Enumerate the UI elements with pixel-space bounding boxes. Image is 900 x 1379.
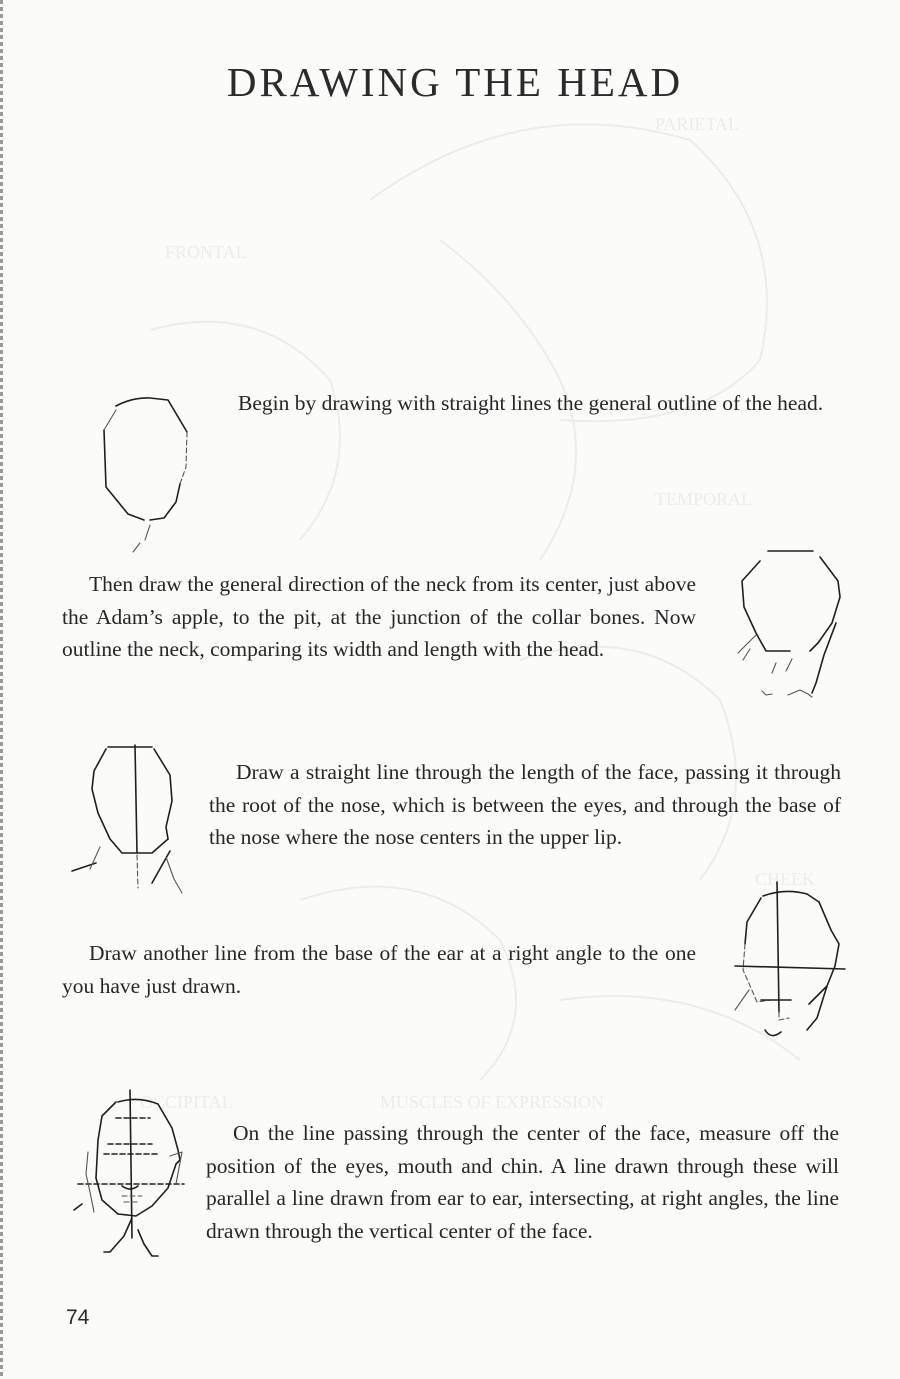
svg-text:TEMPORAL: TEMPORAL	[655, 489, 753, 509]
step-neck-text: Then draw the general direction of the neck from its center, just above the Adam’s apple, to the pit, at the junction of the collar bones. Now outline the neck, comparing its width and length with the head.	[62, 572, 696, 661]
svg-text:MUSCLES OF EXPRESSION: MUSCLES OF EXPRESSION	[380, 1092, 605, 1112]
svg-text:PARIETAL: PARIETAL	[655, 114, 739, 134]
step-features-text: On the line passing through the center of the face, measure off the position of the eyes, mouth and chin. A line drawn through these will parallel a line drawn from ear to ear, intersecting, at right angles, the line drawn through the vertical center of the face.	[206, 1121, 839, 1243]
svg-text:OCCIPITAL: OCCIPITAL	[140, 1092, 233, 1112]
head-feature-guides-sketch	[72, 1088, 187, 1258]
head-vertical-centerline-sketch	[70, 743, 195, 898]
page-title: DRAWING THE HEAD	[226, 59, 684, 105]
head-with-neck-sketch	[728, 545, 853, 705]
head-outline-sketch	[88, 392, 198, 552]
head-cross-lines-sketch	[727, 882, 847, 1042]
svg-text:FRONTAL: FRONTAL	[165, 242, 247, 262]
step-vertical-line-text: Draw a straight line through the length of the face, passing it through the root of the nose, which is between the eyes, and through the base of the nose where the nose centers in the upper lip.	[209, 760, 841, 849]
step-ear-line-text: Draw another line from the base of the ear at a right angle to the one you have just drawn.	[62, 941, 696, 998]
step-outline-text: Begin by drawing with straight lines the general outline of the head.	[238, 391, 824, 415]
page-binding-edge	[0, 0, 3, 1379]
page-number: 74	[66, 1306, 90, 1329]
svg-text:CHEEK: CHEEK	[755, 869, 815, 889]
